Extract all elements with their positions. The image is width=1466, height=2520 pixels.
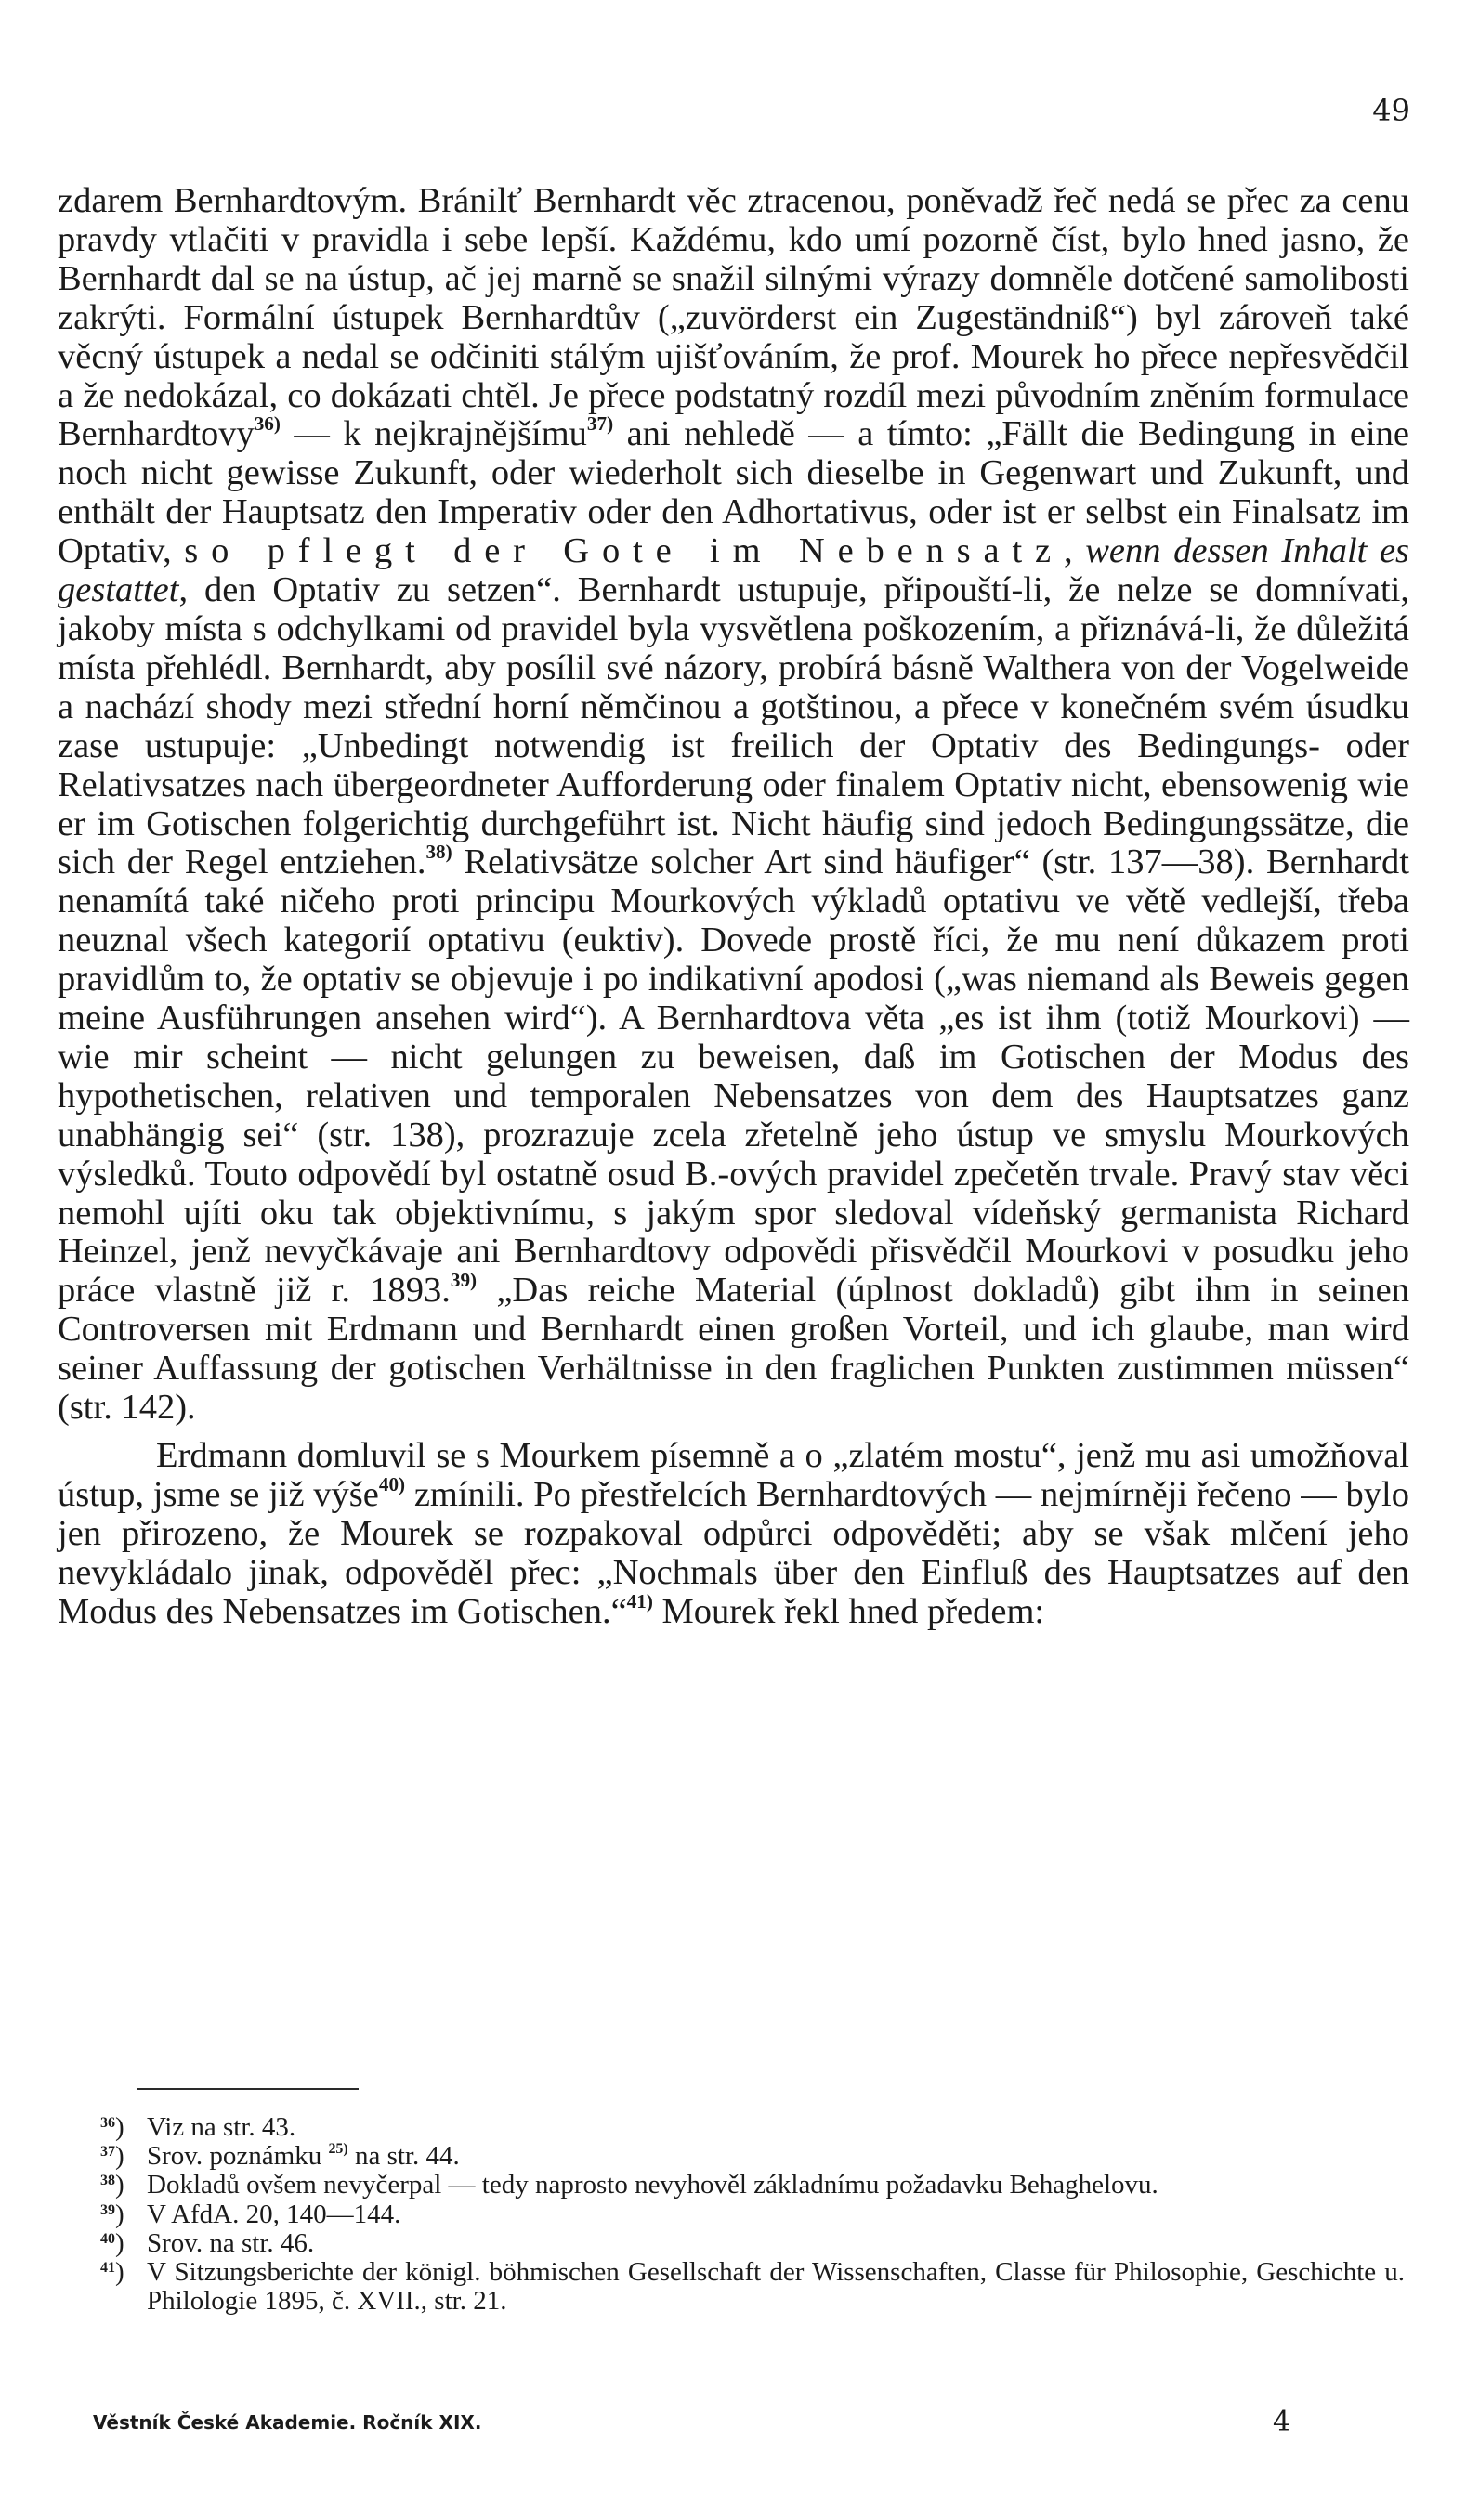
text-run: , den Optativ zu setzen“. Bernhardt ustupuje, připouští-li, že nelze se domnívati, jakoby místa s odchylkami od pravidel byla vysvětlena poškozením, a přiznává-li, že důležitá místa přehlédl. Bernhardt, aby posílil své názory, probírá básně Walthera von der Vogelweide a nachází shody mezi střední horní němčinou a gotštinou, a přece v konečném svém úsudku zase ustupuje: „Unbedingt notwendig ist freilich der Optativ des Bedingungs- oder Relativsatzes nach übergeordneter Aufforderung oder finalem Optativ nicht, ebensowenig wie er im Gotischen folgerichtig durchgeführt ist. Nicht häufig sind jedoch Bedingungssätze, die sich der Regel entziehen. [58, 570, 1409, 882]
footnote [46, 2200, 1405, 2229]
footnote-text: V Sitzungsberichte der königl. böhmischen Gesellschaft der Wissenschaften, Classe für Philosophie, Geschichte u. Philologie 1895, č. XVII., str. 21. [147, 2257, 1405, 2317]
footnote-number: 37 [100, 2144, 115, 2161]
spaced-emphasis: so pflegt der Gote im Nebensatz [184, 531, 1064, 571]
footnote-ref: 37) [586, 412, 614, 436]
text-run: — k nejkrajnějšímu [280, 414, 587, 454]
footnote-text: V AfdA. 20, 140—144. [147, 2199, 401, 2229]
footnote [46, 2229, 1405, 2258]
footnote-marker: $^{36}$) [100, 2112, 124, 2142]
footnote-number: 36 [100, 2115, 115, 2132]
footnote-separator [137, 2088, 359, 2090]
footnote-number: 40 [100, 2231, 115, 2248]
footnote [46, 2258, 1405, 2316]
footnote [46, 2113, 1405, 2142]
text-run: Erdmann domluvil se s Mourkem písemně a o „zlatém mostu“, jenž mu asi umožňoval ústup, jsme se již výše [58, 1436, 1409, 1514]
footnote-marker: $^{39}$) [100, 2199, 124, 2229]
footnote-ref: 38) [425, 841, 452, 864]
footnote [46, 2142, 1405, 2171]
footnote-marker: $^{41}$) [100, 2257, 124, 2288]
text-run: „Das reiche Material (úplnost dokladů) gibt ihm in seinen Controversen mit Erdmann und Bernhardt einen großen Vorteil, und ich glaube, man wird seiner Auffassung der gotischen Verhältnisse in den fraglichen Punkten zustimmen müssen“ (str. 142). [58, 1271, 1409, 1428]
footnote-marker: $^{40}$) [100, 2227, 124, 2258]
footnote-cross-ref: 25) [328, 2141, 348, 2158]
text-run: ani nehledě — a tímto: „Fällt die Bedingung in eine noch nicht gewisse Zukunft, oder wiederholt sich dieselbe in Gegenwart und Zukunft, und enthält der Hauptsatz den Imperativ oder den Adhortativus, oder ist er selbst ein Finalsatz im Optativ, [58, 414, 1409, 571]
text-run: zdarem Bernhardtovým. Bránilť Bernhardt věc ztracenou, poněvadž řeč nedá se přec za cenu pravdy vtlačiti v pravidla i sebe lepší. Každému, kdo umí pozorně číst, bylo hned jasno, že Bernhardt dal se na ústup, ač jej marně se snažil silnými výrazy domněle dotčené samolibosti zakrýti. Formální ústupek Bernhardtův („zuvörderst ein Zugeständniß“) byl zároveň také věcný ústupek a nedal se odčiniti stálým ujišťováním, že prof. Mourek ho přece nepřesvědčil a že nedokázal, co dokázati chtěl. Je přece podstatný rozdíl mezi původním zněním formulace Bernhardtovy [58, 181, 1409, 454]
footnote-marker: $^{38}$) [100, 2170, 124, 2200]
body-text [58, 182, 1409, 1632]
paragraph [58, 182, 1409, 1428]
footnote-marker: $^{37}$) [100, 2141, 124, 2172]
italic-emphasis: wenn dessen Inhalt es gestattet [58, 531, 1410, 610]
footnote-ref: 39) [450, 1269, 478, 1292]
text-run: zmínili. Po přestřelcích Bernhardtových — nejmírněji řečeno — bylo jen přirozeno, že Mourek se rozpakoval odpůrci odpověděti; aby se však mlčení jeho nevykládalo jinak, odpověděl přec: „Nochmals über den Einfluß des Hauptsatzes auf den Modus des Nebensatzes im Gotischen.“ [58, 1474, 1409, 1631]
footnote-text: na str. 44. [347, 2141, 460, 2172]
footnote [46, 2171, 1405, 2200]
text-run: Mourek řekl hned předem: [652, 1591, 1045, 1631]
footnote-text: Viz na str. 43. [147, 2112, 296, 2142]
footer-journal: Věstník České Akademie. Ročník XIX. [93, 2411, 482, 2434]
text-run: Relativsätze solcher Art sind häufiger“ (str. 137—38). Bernhardt nenamítá také ničeho proti principu Mourkových výkladů optativu ve větě vedlejší, třeba neuznal všech kategorií optativu (euktiv). Dovede prostě říci, že mu není důkazem proti pravidlům to, že optativ se objevuje i po indikativní apodosi („was niemand als Beweis gegen meine Ausführungen ansehen wird“). A Bernhardtova věta „es ist ihm (totiž Mourkovi) — wie mir scheint — nicht gelungen zu beweisen, daß im Gotischen der Modus des hypothetischen, relativen und temporalen Nebensatzes von dem des Hauptsatzes ganz unabhängig sei“ (str. 138), prozrazuje zcela zřetelně jeho ústup ve smyslu Mourkových výsledků. Touto odpovědí byl ostatně osud B.-ových pravidel zpečetěn trvale. Pravý stav věci nemohl ujíti oku tak objektivnímu, s jakým spor sledoval vídeňský germanista Richard Heinzel, jenž nevyčkávaje ani Bernhardtovy odpovědi přisvědčil Mourkovi v posudku jeho práce vlastně již r. 1893. [58, 842, 1409, 1311]
footnotes [46, 2113, 1405, 2316]
footnote-text: Dokladů ovšem nevyčerpal — tedy naprosto nevyhověl základnímu požadavku Behaghelovu. [147, 2170, 1158, 2200]
paragraph [58, 1437, 1409, 1632]
footnote-number: 38 [100, 2173, 115, 2189]
footnote-number: 41 [100, 2260, 115, 2277]
footnote-text: Srov. poznámku [147, 2141, 322, 2172]
footer-signature: 4 [1273, 2406, 1291, 2438]
footnote-number: 39 [100, 2201, 115, 2218]
text-run: , [1063, 531, 1086, 571]
footnote-text: Srov. na str. 46. [147, 2227, 315, 2258]
footnote-ref: 40) [378, 1473, 406, 1496]
footnote-ref: 41) [626, 1589, 653, 1613]
page-number: 49 [1372, 93, 1410, 128]
footnote-ref: 36) [254, 412, 281, 436]
